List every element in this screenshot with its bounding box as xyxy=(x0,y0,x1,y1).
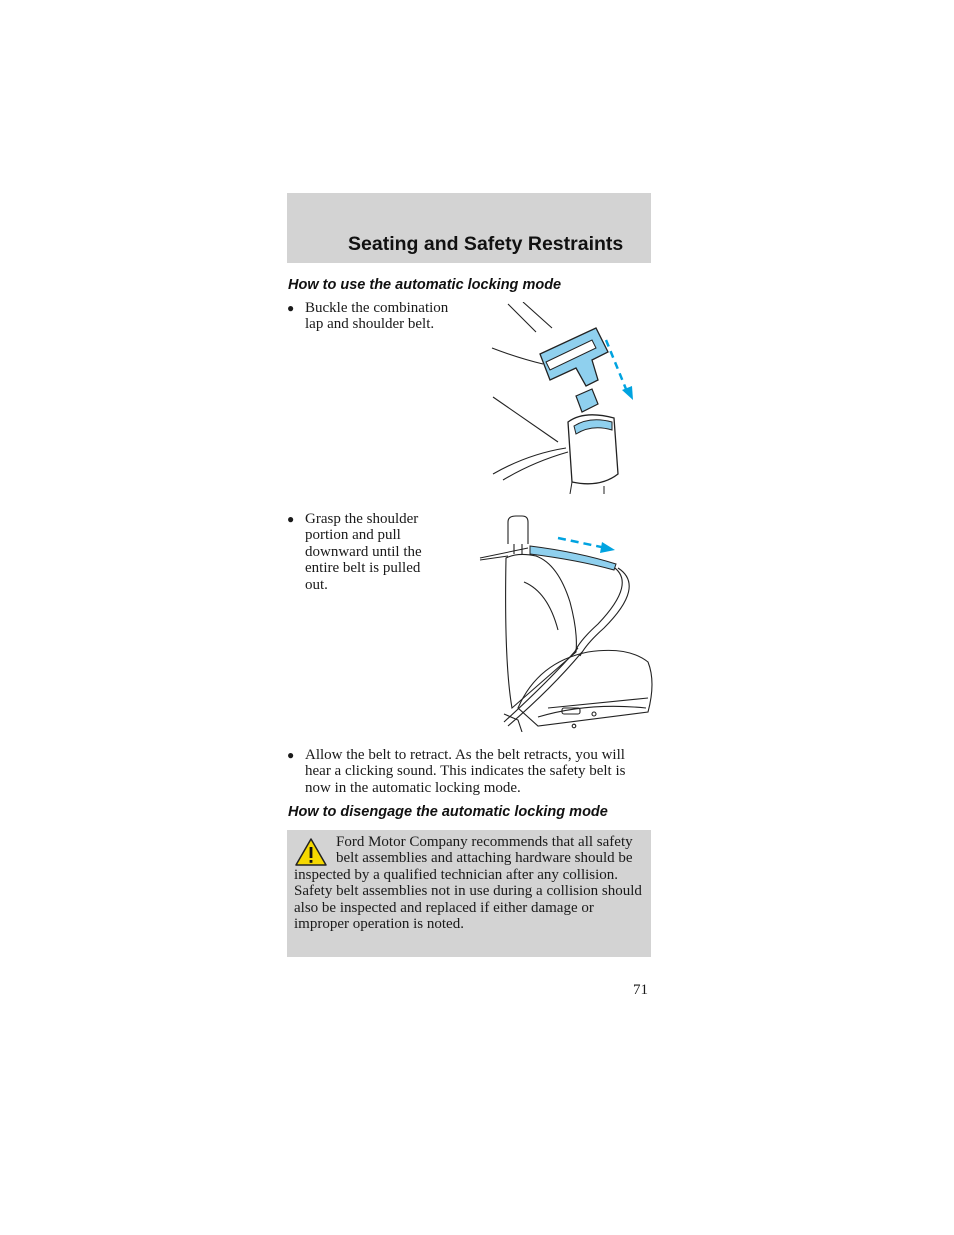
warning-text: Ford Motor Company recommends that all safety belt assemblies and attaching hardware should be inspected by a qualified technician after any collision. Safety belt assemblies not in use during a collision should also be inspected and replaced if either damage or improper operation is noted. xyxy=(294,834,642,933)
bullet-dot: ● xyxy=(287,512,295,526)
bullet-dot: ● xyxy=(287,748,295,762)
buckle-illustration xyxy=(488,302,640,494)
direction-arrow-head xyxy=(600,542,615,553)
seat-curve-line xyxy=(493,448,566,474)
seat-back xyxy=(506,554,577,708)
direction-arrow-dashed xyxy=(558,538,606,548)
page-title: Seating and Safety Restraints xyxy=(348,233,624,255)
bullet-dot: ● xyxy=(287,301,295,315)
seat-control-knob xyxy=(592,712,596,716)
seat-cushion xyxy=(518,650,652,726)
seat-edge-line xyxy=(493,397,558,442)
shoulder-belt-strap xyxy=(508,302,552,332)
seat-control-knob xyxy=(572,724,576,728)
warning-box xyxy=(287,830,651,957)
direction-arrow-head xyxy=(622,386,633,400)
seat-belt-illustration xyxy=(478,512,654,732)
bullet-text-1: Buckle the combination lap and shoulder belt. xyxy=(305,300,449,333)
direction-arrow-dashed xyxy=(606,340,628,394)
belt-webbing-line xyxy=(492,348,543,364)
bullet-text-2: Grasp the shoulder portion and pull downward until the entire belt is pulled out. xyxy=(305,511,422,593)
subheading-disengage-locking-mode: How to disengage the automatic locking mode xyxy=(288,804,608,820)
page-number: 71 xyxy=(633,982,648,998)
seat-curve-line-2 xyxy=(503,452,568,480)
section-header xyxy=(287,193,651,263)
tongue-tip xyxy=(576,389,598,412)
head-restraint xyxy=(508,516,528,544)
bullet-text-3: Allow the belt to retract. As the belt retracts, you will hear a clicking sound. This indicates the safety belt is now in the automatic locking mode. xyxy=(305,747,626,796)
shoulder-belt-lower xyxy=(574,566,622,654)
subheading-use-locking-mode: How to use the automatic locking mode xyxy=(288,277,562,293)
seat-back-inner xyxy=(524,582,558,630)
